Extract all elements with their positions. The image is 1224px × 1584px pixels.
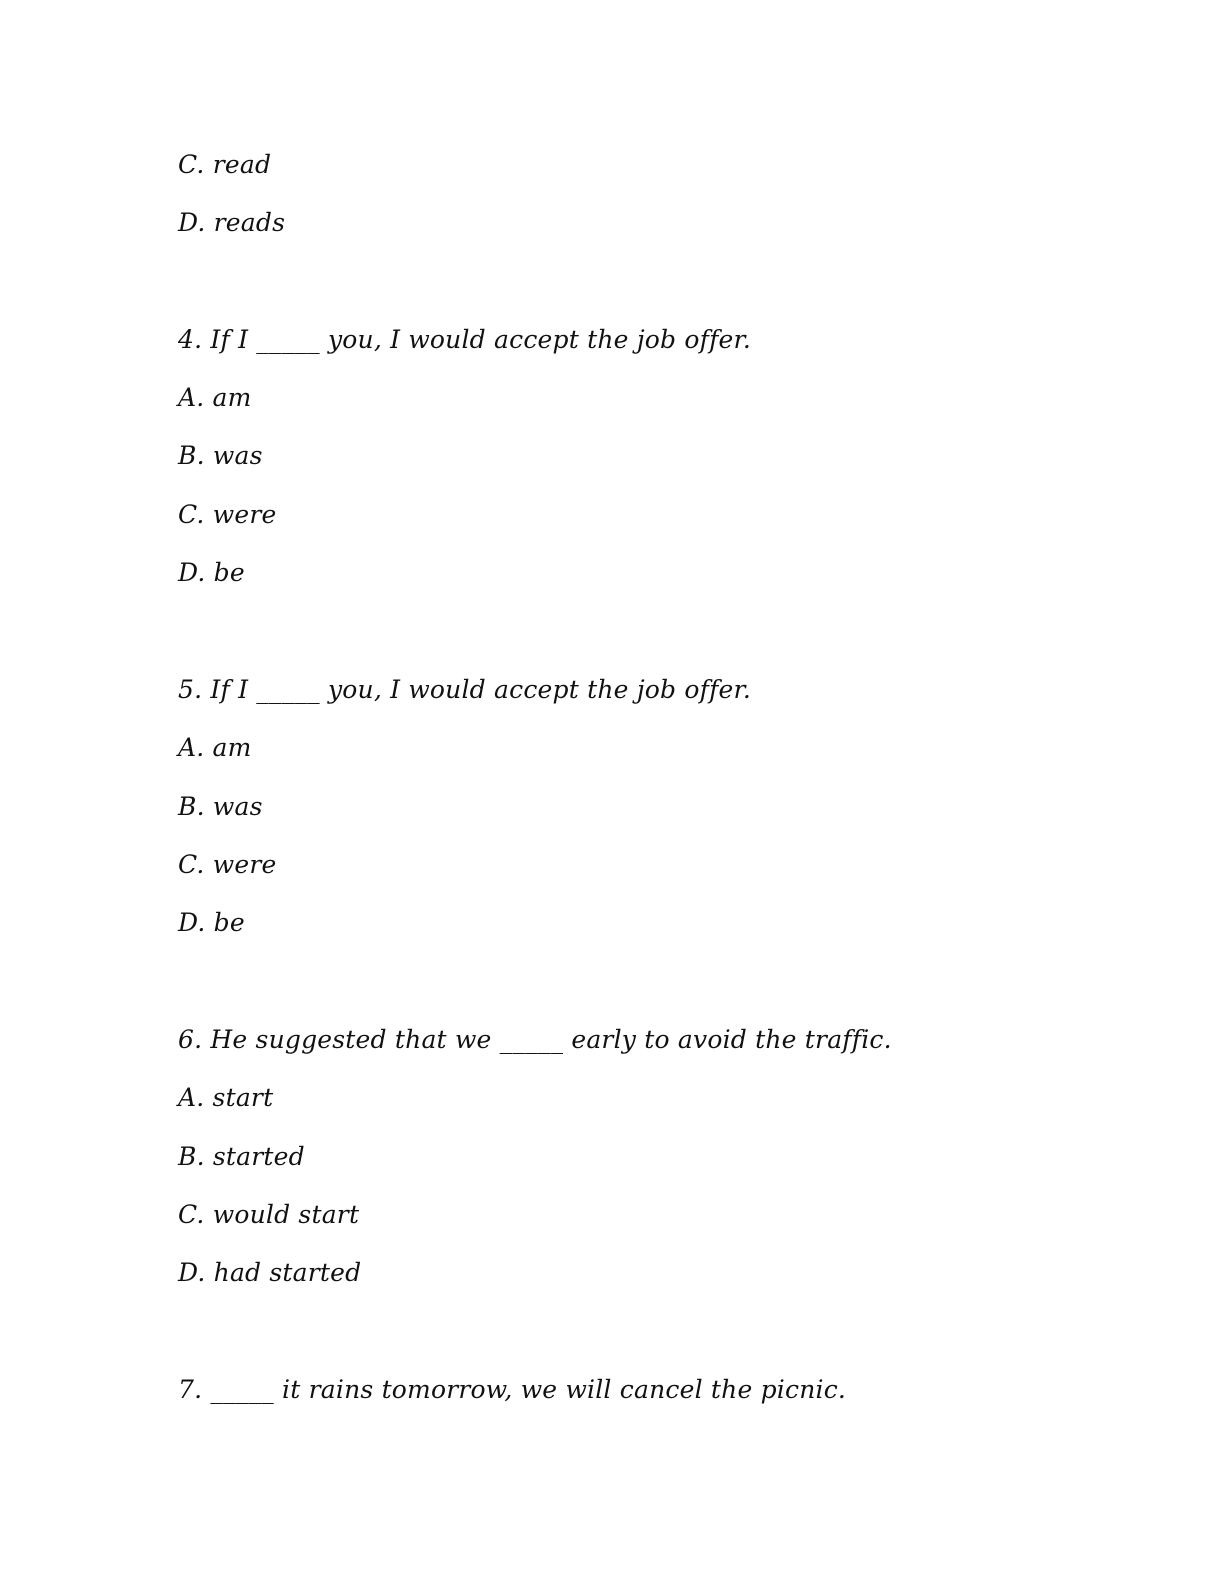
question-6-option-b: B. started [178,1142,305,1171]
question-5-option-a: A. am [178,733,252,762]
question-4-option-b: B. was [178,441,263,470]
question-5-stem: 5. If I _____ you, I would accept the job offer. [178,675,752,704]
question-6-stem: 6. He suggested that we _____ early to avoid the traffic. [178,1025,892,1054]
question-4-option-a: A. am [178,383,252,412]
question-6-option-a: A. start [178,1083,274,1112]
question-4-option-d: D. be [178,558,245,587]
option-c: C. read [178,150,272,179]
question-6-option-d: D. had started [178,1258,362,1287]
option-d: D. reads [178,208,286,237]
question-7-stem: 7. _____ it rains tomorrow, we will cancel the picnic. [178,1375,847,1404]
question-5-option-c: C. were [178,850,277,879]
question-6-option-c: C. would start [178,1200,360,1229]
question-5-option-b: B. was [178,792,263,821]
question-5-option-d: D. be [178,908,245,937]
question-4-stem: 4. If I _____ you, I would accept the job offer. [178,325,752,354]
question-4-option-c: C. were [178,500,277,529]
